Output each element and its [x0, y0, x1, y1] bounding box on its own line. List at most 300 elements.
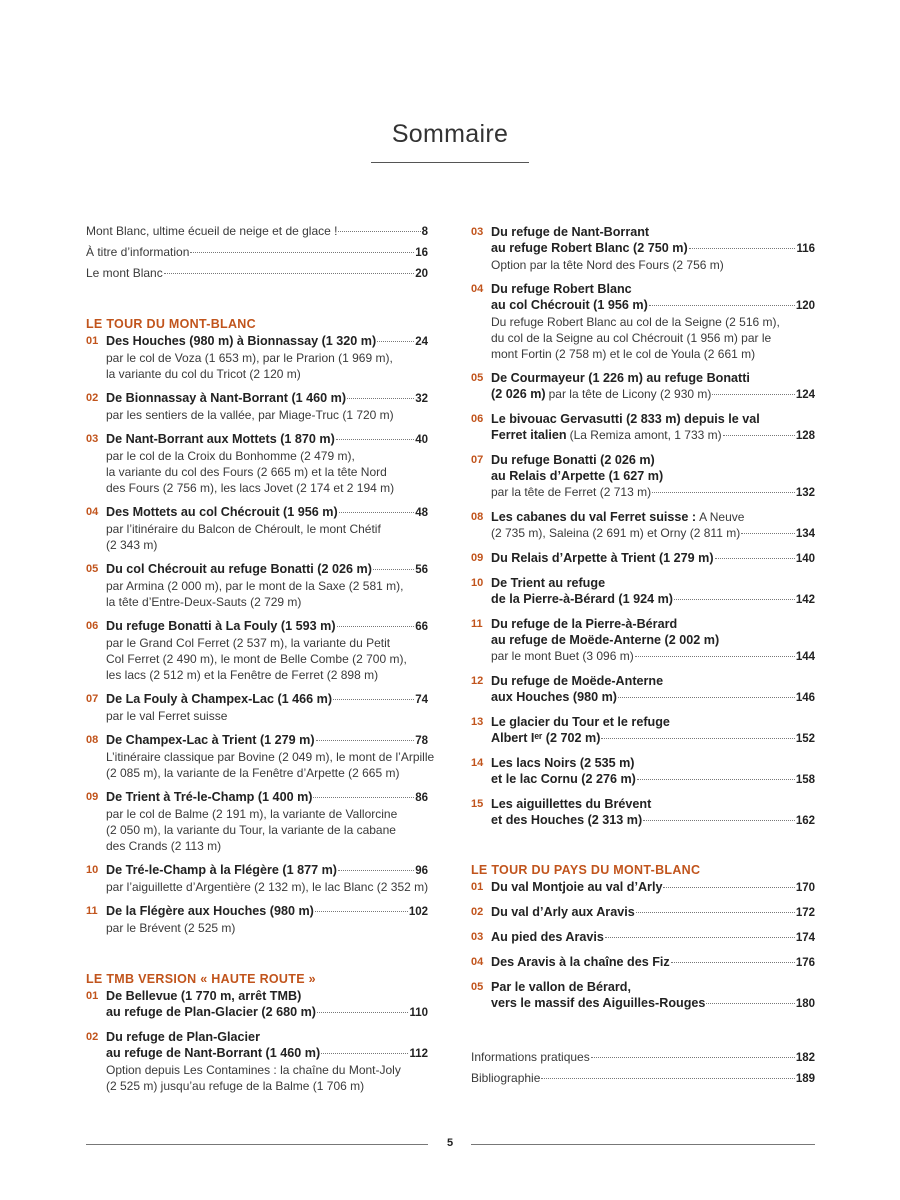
entry-detail-inline: (La Remiza amont, 1 733 m) [569, 428, 722, 442]
toc-entry[interactable] [471, 1050, 815, 1066]
page-ref: 134 [795, 528, 815, 540]
haute-route-list [86, 988, 428, 1094]
entry-title-line [491, 995, 815, 1012]
entry-detail-inline: par la tête de Licony (2 930 m) [548, 387, 712, 401]
entry-title: au refuge de Moëde-Anterne (2 002 m) [491, 633, 720, 647]
entry-subtitle: Col Ferret (2 490 m), le mont de Belle Combe (2 700 m), [106, 652, 407, 666]
pays-list [471, 879, 815, 1012]
page-ref: 182 [795, 1052, 815, 1064]
entry-body [491, 224, 815, 273]
entry-subtitle: par le Grand Col Ferret (2 537 m), la variante du Petit [106, 636, 391, 650]
page-ref: 112 [409, 1048, 428, 1060]
entry-title: Du refuge de Plan-Glacier [106, 1030, 260, 1044]
toc-entry[interactable] [471, 755, 815, 788]
entry-number: 08 [86, 734, 99, 746]
entry-body [491, 673, 815, 706]
dot-leader [190, 252, 414, 253]
page-ref: 56 [415, 564, 428, 576]
entry-subtitle: par la tête de Ferret (2 713 m) [491, 485, 652, 499]
page-ref: 158 [795, 774, 815, 786]
entry-title-line [106, 390, 428, 407]
haute-route-list-continued [471, 224, 815, 829]
entry-number: 11 [471, 618, 483, 630]
entry-title-line [491, 771, 815, 788]
page-ref: 16 [415, 247, 428, 259]
toc-entry[interactable] [86, 789, 428, 854]
entry-label: Bibliographie [471, 1071, 541, 1085]
entry-title-line [106, 561, 428, 578]
entry-number: 08 [471, 511, 484, 523]
toc-entry[interactable] [471, 411, 815, 444]
toc-entry[interactable] [86, 618, 428, 683]
title-underline [371, 162, 529, 163]
dot-leader [313, 797, 414, 798]
entry-title-line [106, 903, 428, 920]
toc-entry[interactable] [471, 929, 815, 946]
page-ref: 146 [795, 692, 815, 704]
entry-title: Le bivouac Gervasutti (2 833 m) depuis le val [491, 412, 760, 426]
entry-title-line [491, 730, 815, 747]
toc-entry[interactable] [86, 691, 428, 724]
entry-title-line [491, 812, 815, 829]
toc-entry[interactable] [471, 954, 815, 971]
page-ref: 78 [415, 735, 428, 747]
page-ref: 189 [795, 1073, 815, 1085]
entry-number: 02 [86, 1031, 99, 1043]
dot-leader [741, 533, 795, 534]
entry-title: De Champex-Lac à Trient (1 279 m) [106, 733, 315, 747]
entry-subtitle: Option par la tête Nord des Fours (2 756 m) [491, 258, 724, 272]
page-ref: 144 [795, 651, 815, 663]
entry-body [491, 714, 815, 747]
entry-subtitle: (2 343 m) [106, 538, 158, 552]
entry-subtitle-line [491, 525, 815, 542]
entry-title: De La Fouly à Champex-Lac (1 466 m) [106, 692, 333, 706]
toc-entry[interactable] [471, 509, 815, 542]
entry-subtitle: par l’aiguillette d’Argentière (2 132 m), le lac Blanc (2 352 m) [106, 880, 429, 894]
toc-entry[interactable] [471, 673, 815, 706]
dot-leader [339, 512, 415, 513]
entry-label: Informations pratiques [471, 1050, 590, 1064]
entry-body [106, 504, 428, 553]
toc-entry[interactable] [471, 1071, 815, 1087]
section-heading-haute-route: LE TMB VERSION « HAUTE ROUTE » [86, 972, 316, 986]
entry-number: 06 [86, 620, 99, 632]
dot-leader [164, 273, 414, 274]
entry-title: Des Aravis à la chaîne des Fiz [491, 955, 670, 969]
page-number: 5 [446, 1137, 454, 1149]
page-ref: 174 [795, 932, 815, 944]
dot-leader [643, 820, 795, 821]
dot-leader [316, 740, 415, 741]
entry-body [106, 431, 428, 496]
dot-leader [315, 911, 408, 912]
entry-body [106, 561, 428, 610]
toc-right-column [471, 224, 815, 1092]
entry-number: 01 [471, 881, 484, 893]
page-ref: 170 [795, 882, 815, 894]
toc-entry[interactable] [86, 988, 428, 1021]
entry-number: 09 [471, 552, 484, 564]
entry-title: De la Flégère aux Houches (980 m) [106, 904, 314, 918]
entry-title: De Bionnassay à Nant-Borrant (1 460 m) [106, 391, 347, 405]
page-ref: 180 [795, 998, 815, 1010]
entry-title-line [491, 591, 815, 608]
entry-number: 07 [86, 693, 99, 705]
entry-number: 14 [471, 757, 484, 769]
entry-subtitle: (2 735 m), Saleina (2 691 m) et Orny (2 811 m) [491, 526, 741, 540]
entry-number: 02 [471, 906, 484, 918]
entry-subtitle: Du refuge Robert Blanc au col de la Seigne (2 516 m), [491, 315, 780, 329]
dot-leader [338, 231, 420, 232]
entry-title-line [491, 427, 815, 444]
footer-rule-right [471, 1144, 815, 1145]
entry-number: 13 [471, 716, 484, 728]
toc-entry[interactable] [86, 862, 428, 895]
dot-leader [663, 887, 794, 888]
entry-body [106, 903, 428, 936]
entry-subtitle: par le mont Buet (3 096 m) [491, 649, 634, 663]
page-ref: 74 [415, 694, 428, 706]
entry-title-line [106, 732, 428, 749]
entry-title: Des Mottets au col Chécrouit (1 956 m) [106, 505, 338, 519]
entry-title: au Relais d’Arpette (1 627 m) [491, 469, 664, 483]
page-ref: 120 [795, 300, 815, 312]
entry-body [106, 691, 428, 724]
dot-leader [671, 962, 795, 963]
entry-title: De Bellevue (1 770 m, arrêt TMB) [106, 989, 302, 1003]
entry-body [491, 929, 815, 946]
entry-title-line [491, 929, 815, 946]
entry-label: Le mont Blanc [86, 266, 163, 280]
entry-title: au refuge Robert Blanc (2 750 m) [491, 241, 688, 255]
toc-entry[interactable] [86, 224, 428, 240]
dot-leader [635, 656, 795, 657]
entry-title: Des Houches (980 m) à Bionnassay (1 320 m) [106, 334, 377, 348]
entry-number: 11 [86, 905, 98, 917]
entry-title: Le glacier du Tour et le refuge [491, 715, 670, 729]
dot-leader [689, 248, 796, 249]
entry-subtitle: la variante du col du Tricot (2 120 m) [106, 367, 301, 381]
toc-entry[interactable] [471, 616, 815, 665]
entry-title: Du refuge de Moëde-Anterne [491, 674, 664, 688]
entry-body [491, 979, 815, 1012]
entry-title-line [106, 1004, 428, 1021]
toc-entry[interactable] [86, 903, 428, 936]
dot-leader [723, 435, 795, 436]
entry-subtitle: (2 525 m) jusqu’au refuge de la Balme (1 706 m) [106, 1079, 365, 1093]
entry-subtitle: par Armina (2 000 m), par le mont de la Saxe (2 581 m), [106, 579, 404, 593]
entry-body [491, 411, 815, 444]
dot-leader [317, 1012, 408, 1013]
dot-leader [347, 398, 414, 399]
page-ref: 66 [415, 621, 428, 633]
dot-leader [333, 699, 414, 700]
entry-subtitle: Option depuis Les Contamines : la chaîne du Mont-Joly [106, 1063, 401, 1077]
entry-subtitle: du col de la Seigne au col Chécrouit (1 956 m) par le [491, 331, 772, 345]
entry-detail-inline: A Neuve [699, 510, 745, 524]
entry-subtitle: (2 050 m), la variante du Tour, la variante de la cabane [106, 823, 396, 837]
entry-title: Du refuge de Nant-Borrant [491, 225, 650, 239]
dot-leader [337, 626, 415, 627]
entry-title-line [106, 862, 428, 879]
entry-subtitle: par le col de la Croix du Bonhomme (2 479 m), [106, 449, 355, 463]
entry-title-line [491, 509, 815, 525]
entry-title: Ferret italien [491, 428, 567, 442]
page-ref: 110 [409, 1007, 428, 1019]
toc-entry[interactable] [471, 979, 815, 1012]
toc-entry[interactable] [86, 266, 428, 282]
dot-leader [321, 1053, 408, 1054]
entry-body [106, 732, 435, 781]
entry-title-line [106, 618, 428, 635]
dot-leader [652, 492, 795, 493]
entry-label: Mont Blanc, ultime écueil de neige et de glace ! [86, 224, 338, 238]
entry-number: 05 [86, 563, 99, 575]
entry-number: 04 [471, 283, 484, 295]
entry-body [491, 879, 815, 896]
page-ref: 32 [415, 393, 428, 405]
section-heading-tmb: LE TOUR DU MONT-BLANC [86, 317, 256, 331]
entry-title-line [491, 954, 815, 971]
toc-entry[interactable] [86, 431, 428, 496]
toc-entry[interactable] [86, 561, 428, 610]
entry-title: Du col Chécrouit au refuge Bonatti (2 026 m) [106, 562, 372, 576]
entry-body [491, 616, 815, 665]
entry-body [491, 755, 815, 788]
entry-number: 12 [471, 675, 484, 687]
page-ref: 96 [415, 865, 428, 877]
entry-body [491, 370, 815, 403]
tmb-list [86, 333, 435, 936]
entry-title-line [491, 240, 815, 257]
entry-subtitle: par le Brévent (2 525 m) [106, 921, 236, 935]
dot-leader [377, 341, 414, 342]
entry-title-line [106, 504, 428, 521]
entry-title: Du val d’Arly aux Aravis [491, 905, 635, 919]
entry-title: et des Houches (2 313 m) [491, 813, 643, 827]
entry-title: de la Pierre-à-Bérard (1 924 m) [491, 592, 673, 606]
entry-subtitle-line [491, 648, 815, 665]
entry-body [491, 509, 815, 542]
dot-leader [338, 870, 414, 871]
entry-title: (2 026 m) [491, 387, 546, 401]
toc-entry[interactable] [471, 224, 815, 273]
entry-body [106, 618, 428, 683]
dot-leader [706, 1003, 794, 1004]
entry-title: De Courmayeur (1 226 m) au refuge Bonatti [491, 371, 750, 385]
intro-list [86, 224, 428, 282]
page-ref: 8 [421, 226, 428, 238]
toc-entry[interactable] [471, 575, 815, 608]
entry-title-line [106, 1045, 428, 1062]
dot-leader [373, 569, 414, 570]
entry-subtitle: (2 085 m), la variante de la Fenêtre d’Arpette (2 665 m) [106, 766, 400, 780]
entry-title: au refuge de Plan-Glacier (2 680 m) [106, 1005, 316, 1019]
entry-title: Du refuge Robert Blanc [491, 282, 632, 296]
toc-entry[interactable] [471, 452, 815, 501]
page-ref: 140 [795, 553, 815, 565]
entry-number: 03 [471, 931, 484, 943]
entry-title: De Nant-Borrant aux Mottets (1 870 m) [106, 432, 335, 446]
entry-number: 04 [471, 956, 484, 968]
toc-entry[interactable] [471, 714, 815, 747]
entry-number: 02 [86, 392, 99, 404]
dot-leader [637, 779, 795, 780]
toc-entry[interactable] [471, 796, 815, 829]
entry-body [491, 954, 815, 971]
dot-leader [591, 1057, 795, 1058]
entry-body [106, 333, 428, 382]
entry-body [106, 862, 428, 895]
entry-title: Par le vallon de Bérard, [491, 980, 631, 994]
toc-entry[interactable] [86, 245, 428, 261]
page-ref: 20 [415, 268, 428, 280]
entry-title-line [106, 333, 428, 350]
toc-entry[interactable] [471, 879, 815, 896]
entry-body [106, 390, 428, 423]
entry-title: vers le massif des Aiguilles-Rouges [491, 996, 706, 1010]
page-ref: 102 [408, 906, 428, 918]
entry-subtitle: par le col de Voza (1 653 m), par le Prarion (1 969 m), [106, 351, 393, 365]
toc-left-column [86, 224, 435, 1102]
entry-number: 07 [471, 454, 484, 466]
page-ref: 162 [795, 815, 815, 827]
entry-title: Les aiguillettes du Brévent [491, 797, 652, 811]
toc-entry[interactable] [86, 504, 428, 553]
entry-number: 03 [471, 226, 484, 238]
entry-body [491, 281, 815, 362]
entry-title-line [491, 879, 815, 896]
entry-title: De Tré-le-Champ à la Flégère (1 877 m) [106, 863, 337, 877]
entry-title-line [491, 297, 815, 314]
entry-title-line [106, 789, 428, 806]
entry-title: Les lacs Noirs (2 535 m) [491, 756, 635, 770]
entry-number: 15 [471, 798, 484, 810]
section-heading-pays: LE TOUR DU PAYS DU MONT-BLANC [471, 863, 701, 877]
entry-number: 05 [471, 372, 484, 384]
toc-entry[interactable] [86, 732, 435, 781]
entry-body [491, 904, 815, 921]
entry-body [106, 789, 428, 854]
entry-subtitle-line [491, 484, 815, 501]
page-ref: 124 [795, 389, 815, 401]
entry-subtitle: par le val Ferret suisse [106, 709, 228, 723]
page-ref: 116 [796, 243, 815, 255]
dot-leader [605, 937, 795, 938]
entry-title: au refuge de Nant-Borrant (1 460 m) [106, 1046, 321, 1060]
entry-subtitle: L’itinéraire classique par Bovine (2 049 m), le mont de l’Arpille [106, 750, 435, 764]
entry-body [491, 452, 815, 501]
outro-list [471, 1050, 815, 1087]
entry-title: Du val Montjoie au val d’Arly [491, 880, 663, 894]
toc-entry[interactable] [471, 281, 815, 362]
entry-subtitle: des Crands (2 113 m) [106, 839, 222, 853]
dot-leader [712, 394, 794, 395]
entry-body [106, 988, 428, 1021]
dot-leader [649, 305, 795, 306]
entry-title: aux Houches (980 m) [491, 690, 617, 704]
dot-leader [674, 599, 795, 600]
page-ref: 172 [795, 907, 815, 919]
dot-leader [541, 1078, 794, 1079]
entry-title-line [491, 386, 815, 403]
page-ref: 40 [415, 434, 428, 446]
entry-title-line [491, 550, 815, 567]
entry-body [491, 575, 815, 608]
entry-title-line [491, 689, 815, 706]
entry-title-line [491, 904, 815, 921]
entry-subtitle: les lacs (2 512 m) et la Fenêtre de Ferret (2 898 m) [106, 668, 379, 682]
entry-number: 05 [471, 981, 484, 993]
toc-entry[interactable] [86, 390, 428, 423]
dot-leader [336, 439, 414, 440]
page-ref: 48 [415, 507, 428, 519]
dot-leader [618, 697, 795, 698]
entry-title: De Trient à Tré-le-Champ (1 400 m) [106, 790, 313, 804]
toc-entry[interactable] [471, 550, 815, 567]
toc-entry[interactable] [471, 370, 815, 403]
dot-leader [601, 738, 794, 739]
entry-title-line [106, 691, 428, 708]
entry-body [106, 1029, 428, 1094]
entry-subtitle: la tête d’Entre-Deux-Sauts (2 729 m) [106, 595, 302, 609]
entry-number: 01 [86, 990, 99, 1002]
entry-title: De Trient au refuge [491, 576, 606, 590]
page-ref: 128 [795, 430, 815, 442]
toc-entry[interactable] [86, 1029, 428, 1094]
entry-title: et le lac Cornu (2 276 m) [491, 772, 636, 786]
entry-number: 10 [471, 577, 484, 589]
entry-title: Les cabanes du val Ferret suisse : [491, 510, 697, 524]
entry-body [491, 550, 815, 567]
toc-entry[interactable] [86, 333, 428, 382]
entry-body [491, 796, 815, 829]
entry-subtitle: par l’itinéraire du Balcon de Chéroult, le mont Chétif [106, 522, 381, 536]
entry-title-line [106, 431, 428, 448]
entry-subtitle: par le col de Balme (2 191 m), la variante de Vallorcine [106, 807, 398, 821]
entry-number: 04 [86, 506, 99, 518]
entry-title: au col Chécrouit (1 956 m) [491, 298, 648, 312]
entry-title: Albert Iᵉʳ (2 702 m) [491, 731, 601, 745]
page-ref: 142 [795, 594, 815, 606]
page-ref: 24 [415, 336, 428, 348]
entry-title: Au pied des Aravis [491, 930, 604, 944]
entry-subtitle: mont Fortin (2 758 m) et le col de Youla (2 661 m) [491, 347, 756, 361]
entry-title: Du refuge Bonatti (2 026 m) [491, 453, 655, 467]
dot-leader [715, 558, 795, 559]
dot-leader [636, 912, 795, 913]
entry-label: À titre d’information [86, 245, 190, 259]
entry-number: 01 [86, 335, 99, 347]
toc-entry[interactable] [471, 904, 815, 921]
entry-subtitle: la variante du col des Fours (2 665 m) et la tête Nord [106, 465, 387, 479]
entry-title: Du Relais d’Arpette à Trient (1 279 m) [491, 551, 714, 565]
page-title: Sommaire [391, 120, 509, 148]
entry-number: 09 [86, 791, 99, 803]
page-ref: 132 [795, 487, 815, 499]
entry-subtitle: par les sentiers de la vallée, par Miage-Truc (1 720 m) [106, 408, 394, 422]
page-ref: 86 [415, 792, 428, 804]
entry-number: 03 [86, 433, 99, 445]
page-ref: 176 [795, 957, 815, 969]
entry-number: 10 [86, 864, 99, 876]
entry-title: Du refuge de la Pierre-à-Bérard [491, 617, 678, 631]
page-ref: 152 [795, 733, 815, 745]
entry-title: Du refuge Bonatti à La Fouly (1 593 m) [106, 619, 336, 633]
entry-subtitle: des Fours (2 756 m), les lacs Jovet (2 174 et 2 194 m) [106, 481, 395, 495]
entry-number: 06 [471, 413, 484, 425]
